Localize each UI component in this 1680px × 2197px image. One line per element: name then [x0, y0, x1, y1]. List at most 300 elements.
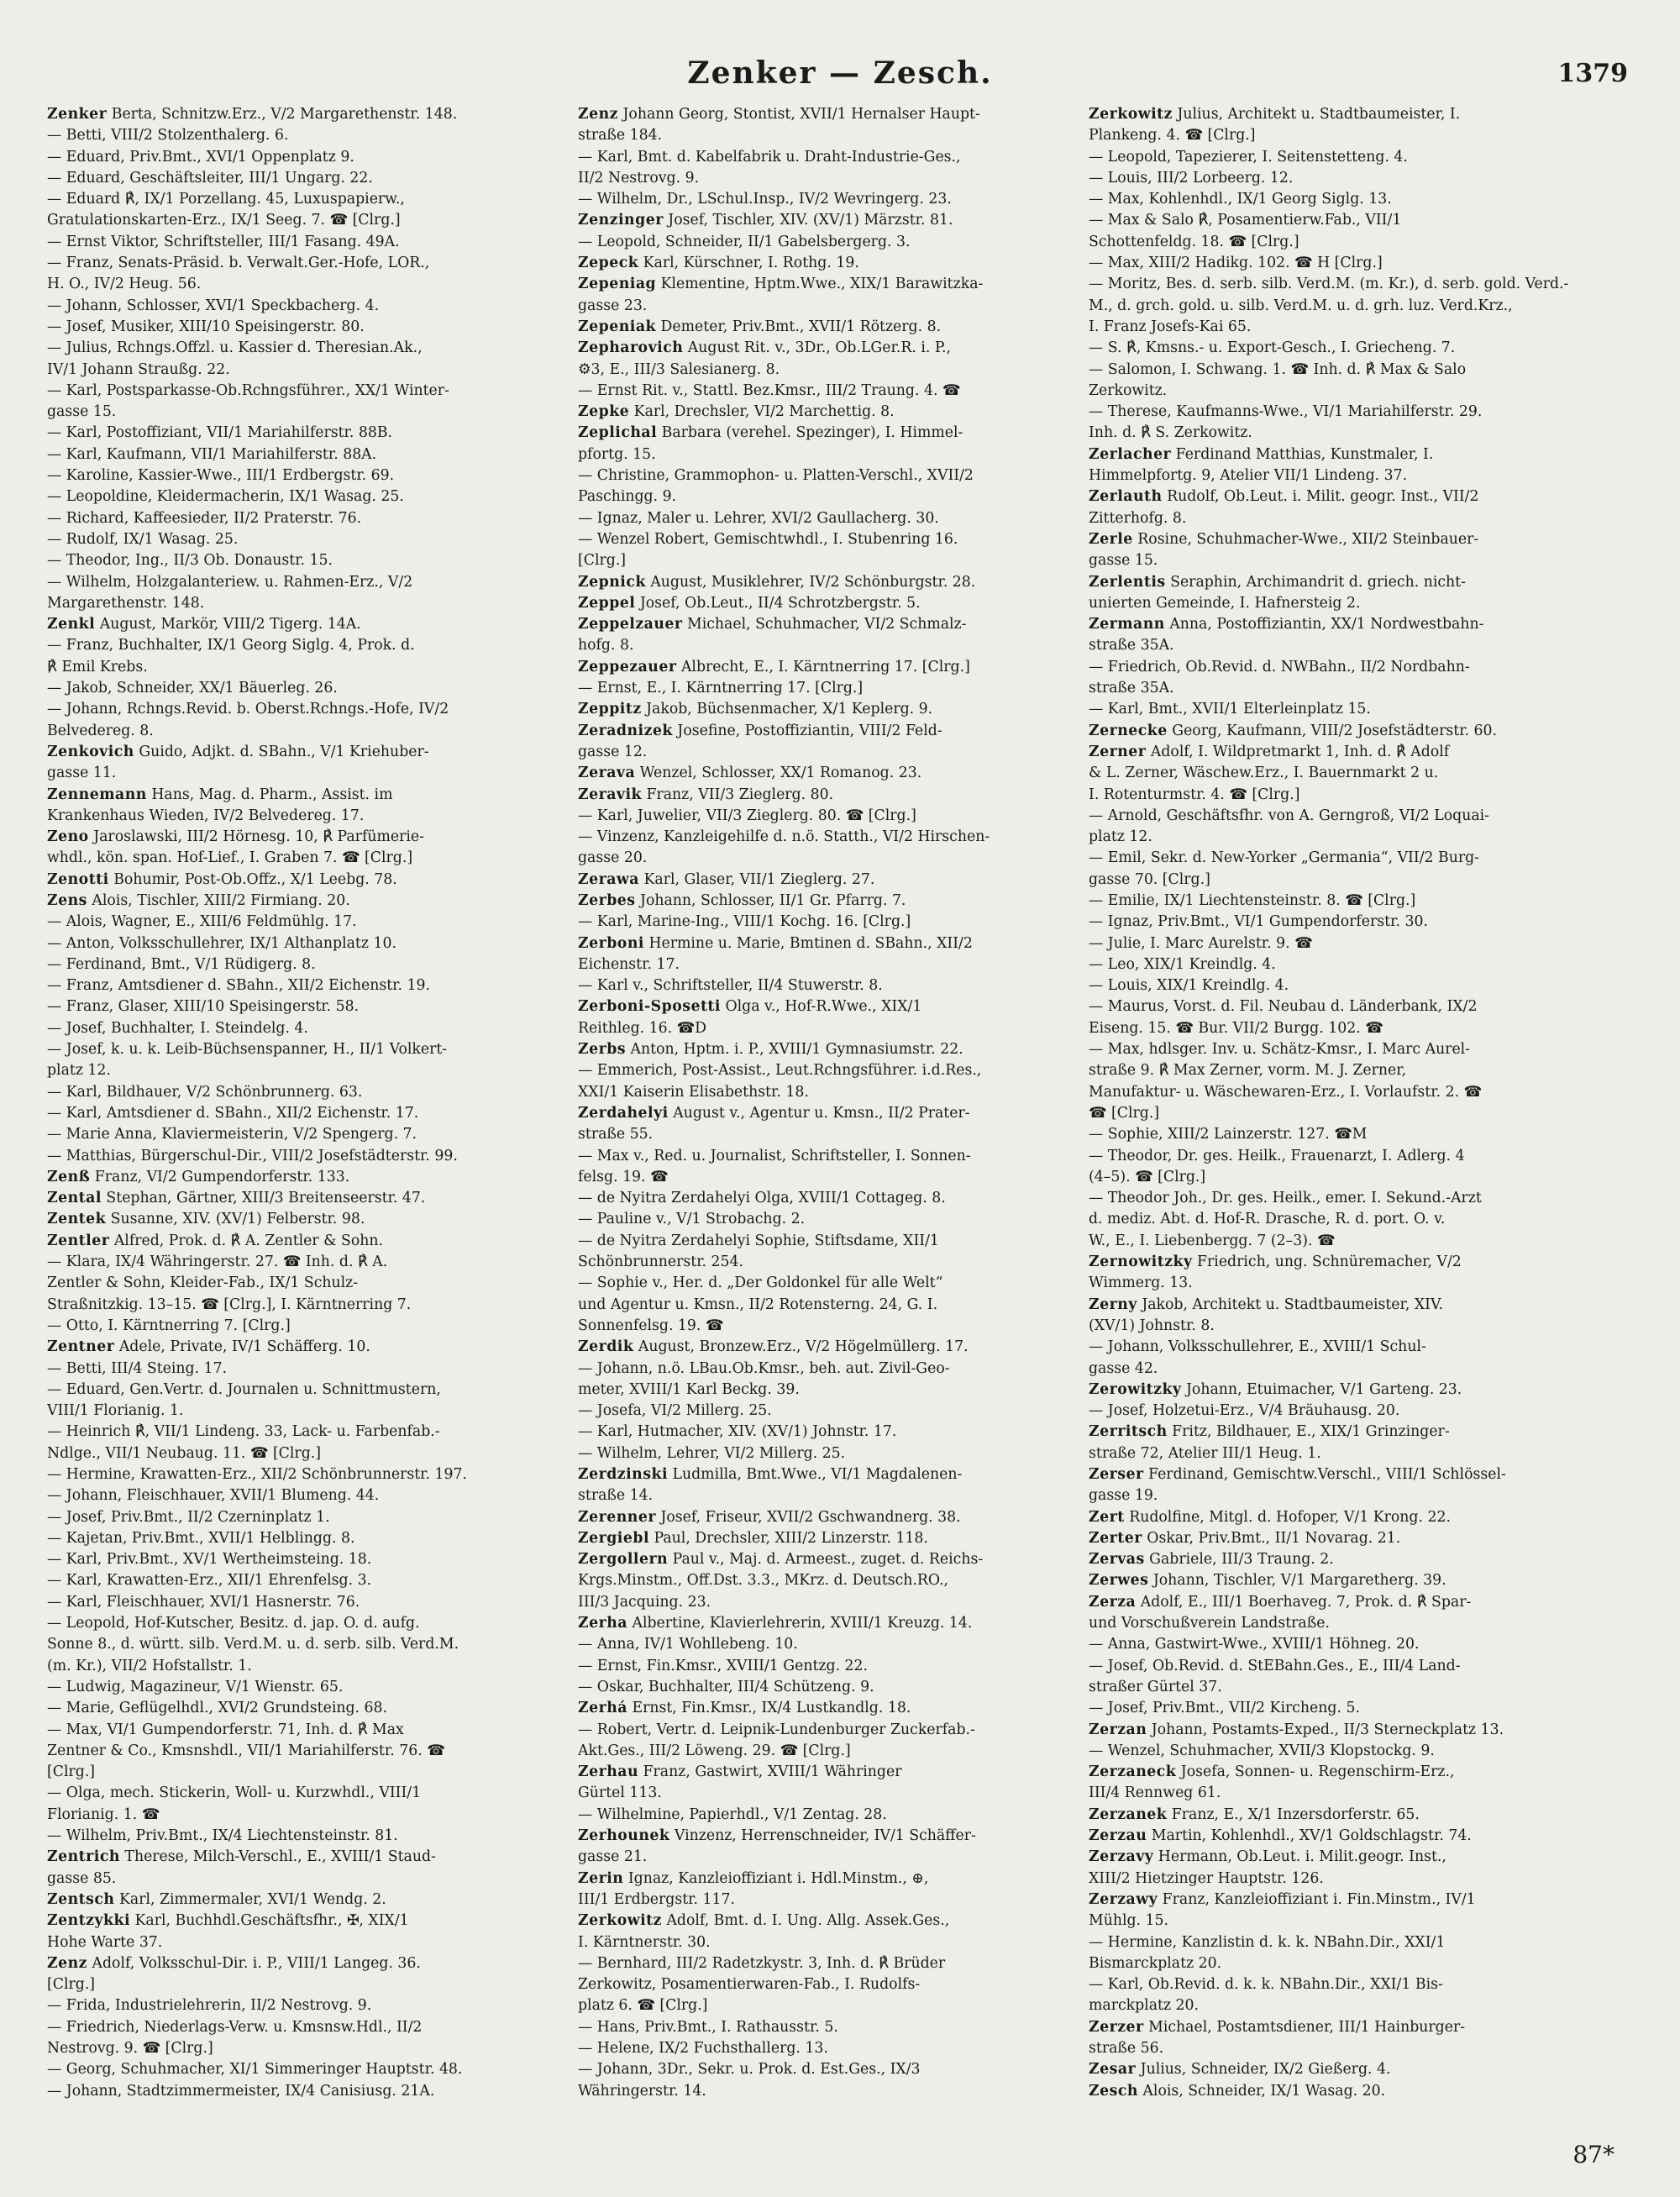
directory-entry: [578, 1932, 1082, 1953]
directory-entry: [47, 1146, 551, 1167]
directory-entry: [47, 975, 551, 996]
entry-text: — Leo, XIX/1 Kreindlg. 4.: [1089, 955, 1276, 973]
entry-surname: Zenkovich: [47, 743, 134, 760]
entry-surname: Zerlentis: [1089, 573, 1166, 591]
entry-text: Plankeng. 4. ☎ [Clrg.]: [1089, 127, 1256, 145]
directory-entry: [1089, 2059, 1593, 2080]
directory-entry: [1089, 1401, 1593, 1422]
entry-text: — Emil, Sekr. d. New-Yorker „Germania“, VII/2 Burg-: [1089, 849, 1480, 867]
entry-text: — Wenzel, Schuhmacher, XVII/3 Klopstockg. 9.: [1089, 1742, 1435, 1759]
directory-entry: [1089, 1464, 1593, 1485]
entry-text: Mühlg. 15.: [1089, 1912, 1169, 1930]
entry-surname: Zeplichal: [578, 424, 658, 442]
entry-text: Hermann, Ob.Leut. i. Milit.geogr. Inst.,: [1153, 1848, 1446, 1866]
directory-entry: [578, 1231, 1082, 1252]
directory-entry: [47, 486, 551, 507]
entry-text: — Wilhelm, Lehrer, VI/2 Millerg. 25.: [578, 1444, 846, 1462]
directory-entry: [1089, 954, 1593, 975]
directory-entry: [1089, 253, 1593, 274]
directory-entry: [47, 1401, 551, 1422]
directory-entry: [578, 1634, 1082, 1655]
directory-entry: [1089, 189, 1593, 210]
entry-text: Martin, Kohlenhdl., XV/1 Goldschlagstr. 74.: [1147, 1827, 1472, 1845]
entry-text: Gürtel 113.: [578, 1784, 662, 1802]
directory-entry: [47, 699, 551, 720]
directory-entry: [578, 2017, 1082, 2038]
directory-entry: [47, 1103, 551, 1124]
entry-text: Ndlge., VII/1 Neubaug. 11. ☎ [Clrg.]: [47, 1444, 321, 1462]
entry-surname: Zerzan: [1089, 1721, 1147, 1738]
entry-text: d. mediz. Abt. d. Hof-R. Drasche, R. d. port. O. v.: [1089, 1211, 1446, 1228]
entry-surname: Zerdzinski: [578, 1466, 669, 1483]
entry-text: Schönbrunnerstr. 254.: [578, 1254, 744, 1271]
directory-entry: [47, 1932, 551, 1953]
entry-text: (m. Kr.), VII/2 Hofstallstr. 1.: [47, 1657, 252, 1674]
entry-surname: Zentzykki: [47, 1912, 131, 1930]
entry-text: — Emilie, IX/1 Liechtensteinstr. 8. ☎ [Clrg.]: [1089, 891, 1416, 909]
entry-text: I. Rotenturmstr. 4. ☎ [Clrg.]: [1089, 786, 1300, 803]
entry-text: — Eduard, Geschäftsleiter, III/1 Ungarg. 22.: [47, 169, 373, 187]
entry-text: Inh. d. ℟ S. Zerkowitz.: [1089, 424, 1252, 442]
entry-text: — Hermine, Kanzlistin d. k. k. NBahn.Dir., XXI/1: [1089, 1933, 1446, 1951]
entry-text: gasse 15.: [47, 403, 117, 421]
directory-entry: [1089, 1613, 1593, 1634]
directory-entry: [47, 2059, 551, 2080]
directory-entry: [1089, 529, 1593, 550]
entry-text: — Helene, IX/2 Fuchsthallerg. 13.: [578, 2040, 828, 2058]
entry-text: — Klara, IX/4 Währingerstr. 27. ☎ Inh. d. ℟ A.: [47, 1254, 388, 1271]
entry-text: Zerkowitz.: [1089, 381, 1168, 399]
directory-entry: [47, 1252, 551, 1273]
entry-surname: Zerzawy: [1089, 1890, 1158, 1908]
directory-entry: [47, 1273, 551, 1294]
entry-text: — Johann, 3Dr., Sekr. u. Prok. d. Est.Ges., IX/3: [578, 2061, 921, 2079]
entry-text: — Emmerich, Post-Assist., Leut.Rchngsführer. i.d.Res.,: [578, 1062, 982, 1080]
directory-entry: [1089, 1359, 1593, 1380]
directory-entry: [47, 1677, 551, 1698]
entry-surname: Zentner: [47, 1338, 115, 1356]
directory-entry: [47, 189, 551, 210]
directory-entry: [578, 657, 1082, 678]
directory-entry: [1089, 1485, 1593, 1506]
entry-text: IV/1 Johann Straußg. 22.: [47, 360, 230, 378]
entry-text: Albrecht, E., I. Kärntnerring 17. [Clrg.]: [676, 658, 970, 675]
directory-entry: [578, 1060, 1082, 1081]
entry-surname: Zerzer: [1089, 2018, 1144, 2036]
entry-text: — Rudolf, IX/1 Wasag. 25.: [47, 530, 239, 548]
directory-entry: [578, 614, 1082, 635]
entry-text: Akt.Ges., III/2 Löweng. 29. ☎ [Clrg.]: [578, 1742, 851, 1759]
entry-text: Gabriele, III/3 Traung. 2.: [1144, 1551, 1334, 1569]
entry-surname: Zerbs: [578, 1041, 627, 1059]
entry-text: II/2 Nestrovg. 9.: [578, 169, 700, 187]
directory-entry: [578, 1422, 1082, 1443]
directory-entry: [1089, 1124, 1593, 1145]
entry-text: gasse 15.: [1089, 552, 1158, 570]
entry-text: gasse 21.: [578, 1848, 648, 1866]
entry-text: — Karl, Fleischhauer, XVI/1 Hasnerstr. 76.: [47, 1593, 360, 1611]
entry-text: Währingerstr. 14.: [578, 2082, 706, 2100]
directory-entry: [1089, 1869, 1593, 1890]
entry-text: ℟ Emil Krebs.: [47, 658, 148, 675]
entry-text: straße 35A.: [1089, 637, 1174, 654]
entry-text: straße 72, Atelier III/1 Heug. 1.: [1089, 1444, 1321, 1462]
entry-text: Michael, Postamtsdiener, III/1 Hainburger-: [1143, 2018, 1466, 2036]
entry-text: — Karl, Postsparkasse-Ob.Rchngsführer., XX/1 Winter-: [47, 381, 449, 399]
entry-text: — Eduard ℟, IX/1 Porzellang. 45, Luxuspapierw.,: [47, 191, 405, 208]
directory-entry: [578, 486, 1082, 507]
entry-text: XXI/1 Kaiserin Elisabethstr. 18.: [578, 1083, 809, 1101]
entry-surname: Zerenner: [578, 1508, 656, 1526]
directory-entry: [578, 1401, 1082, 1422]
directory-entry: [1089, 360, 1593, 381]
entry-text: H. O., IV/2 Heug. 56.: [47, 276, 202, 293]
directory-entry: [47, 1231, 551, 1252]
entry-text: Belvedereg. 8.: [47, 722, 154, 739]
directory-entry: [578, 572, 1082, 593]
entry-text: — Wilhelm, Priv.Bmt., IX/4 Liechtensteinstr. 81.: [47, 1827, 398, 1845]
directory-entry: [578, 1826, 1082, 1847]
directory-entry: [1089, 1570, 1593, 1591]
entry-text: straße 35A.: [1089, 680, 1174, 697]
entry-surname: Zerzavy: [1089, 1848, 1154, 1866]
entry-text: — Julie, I. Marc Aurelstr. 9. ☎: [1089, 934, 1313, 952]
directory-entry: [578, 1273, 1082, 1294]
entry-text: gasse 19.: [1089, 1487, 1158, 1505]
entry-surname: Zerkowitz: [1089, 106, 1173, 123]
directory-entry: [47, 933, 551, 954]
entry-text: Seraphin, Archimandrit d. griech. nicht-: [1165, 573, 1466, 591]
entry-surname: Zerle: [1089, 530, 1133, 548]
directory-entry: [1089, 1953, 1593, 1974]
directory-entry: [1089, 125, 1593, 146]
entry-text: — Max & Salo ℟, Posamentierw.Fab., VII/1: [1089, 212, 1402, 229]
entry-text: Johann Georg, Stontist, XVII/1 Hernalser Haupt-: [618, 106, 980, 123]
entry-text: Hermine u. Marie, Bmtinen d. SBahn., XII/2: [643, 934, 973, 952]
entry-text: gasse 85.: [47, 1869, 117, 1887]
directory-entry: [1089, 870, 1593, 891]
entry-text: — Max, Kohlenhdl., IX/1 Georg Siglg. 13.: [1089, 191, 1392, 208]
entry-surname: Zernecke: [1089, 722, 1168, 739]
directory-entry: [47, 2038, 551, 2059]
entry-text: Georg, Kaufmann, VIII/2 Josefstädterstr. 60.: [1167, 722, 1498, 739]
entry-text: — Johann, Rchngs.Revid. b. Oberst.Rchngs.-Hofe, IV/2: [47, 701, 449, 718]
entry-text: Eiseng. 15. ☎ Bur. VII/2 Burgg. 102. ☎: [1089, 1019, 1383, 1037]
entry-text: — Eduard, Gen.Vertr. d. Journalen u. Schnittmustern,: [47, 1380, 441, 1398]
entry-text: — Anton, Volksschullehrer, IX/1 Althanplatz 10.: [47, 934, 396, 952]
entry-text: straße 184.: [578, 127, 663, 145]
entry-text: — Karl, Amtsdiener d. SBahn., XII/2 Eichenstr. 17.: [47, 1104, 419, 1122]
entry-surname: Zeradnizek: [578, 722, 673, 739]
directory-entry: [578, 529, 1082, 550]
entry-text: I. Kärntnerstr. 30.: [578, 1933, 711, 1951]
directory-entry: [47, 1995, 551, 2016]
entry-text: felsg. 19. ☎: [578, 1168, 669, 1185]
directory-entry: [578, 1380, 1082, 1401]
entry-text: Susanne, XIV. (XV/1) Felberstr. 98.: [106, 1211, 365, 1228]
entry-text: [Clrg.]: [47, 1763, 96, 1781]
directory-entry: [1089, 423, 1593, 444]
entry-surname: Zerza: [1089, 1593, 1137, 1611]
directory-entry: [47, 1528, 551, 1549]
entry-text: — Wilhelm, Holzgalanteriew. u. Rahmen-Erz., V/2: [47, 573, 413, 591]
entry-text: straßer Gürtel 37.: [1089, 1678, 1222, 1695]
directory-entry: [578, 1741, 1082, 1762]
entry-surname: Zepeniak: [578, 318, 656, 335]
entry-surname: Zenzinger: [578, 212, 664, 229]
entry-text: ☎ [Clrg.]: [1089, 1104, 1160, 1122]
directory-entry: [47, 210, 551, 231]
entry-text: — Ernst, Fin.Kmsr., XVIII/1 Gentzg. 22.: [578, 1657, 869, 1674]
entry-text: — Johann, Fleischhauer, XVII/1 Blumeng. 44.: [47, 1487, 380, 1505]
directory-entry: [47, 1890, 551, 1911]
entry-text: platz 12.: [1089, 828, 1152, 846]
directory-entry: [1089, 1720, 1593, 1741]
entry-text: Himmelpfortg. 9, Atelier VII/1 Lindeng. 37.: [1089, 467, 1408, 485]
directory-entry: [47, 678, 551, 699]
entry-text: [Clrg.]: [47, 1976, 96, 1994]
entry-text: Adolf, E., III/1 Boerhaveg. 7, Prok. d. ℟ Spar-: [1136, 1593, 1472, 1611]
directory-entry: [578, 1443, 1082, 1464]
directory-entry: [1089, 635, 1593, 656]
column-2: [578, 104, 1082, 2102]
directory-entry: [578, 1720, 1082, 1741]
directory-entry: [47, 232, 551, 253]
entry-text: — Matthias, Bürgerschul-Dir., VIII/2 Josefstädterstr. 99.: [47, 1147, 458, 1164]
directory-entry: [1089, 699, 1593, 720]
directory-entry: [1089, 975, 1593, 996]
directory-entry: [47, 253, 551, 274]
directory-entry: [1089, 1656, 1593, 1677]
entry-surname: Zenz: [47, 1954, 87, 1972]
entry-text: Josef, Friseur, XVII/2 Gschwandnerg. 38.: [655, 1508, 961, 1526]
directory-entry: [1089, 402, 1593, 423]
directory-entry: [47, 891, 551, 912]
entry-text: I. Franz Josefs-Kai 65.: [1089, 318, 1252, 335]
directory-entry: [578, 125, 1082, 146]
entry-surname: Zennemann: [47, 786, 147, 803]
directory-entry: [1089, 1443, 1593, 1464]
entry-text: Berta, Schnitzw.Erz., V/2 Margarethenstr. 148.: [107, 106, 458, 123]
directory-entry: [47, 721, 551, 742]
entry-text: — Josef, Buchhalter, I. Steindelg. 4.: [47, 1019, 308, 1037]
entry-text: Paschingg. 9.: [578, 488, 677, 506]
directory-entry: [47, 423, 551, 444]
entry-surname: Zerner: [1089, 743, 1147, 760]
directory-entry: [47, 1018, 551, 1039]
entry-text: (4–5). ☎ [Clrg.]: [1089, 1168, 1206, 1185]
entry-surname: Zerdahelyi: [578, 1104, 669, 1122]
column-1: [47, 104, 551, 2102]
directory-entry: [47, 338, 551, 359]
directory-entry: [1089, 508, 1593, 529]
directory-entry: [1089, 210, 1593, 231]
entry-text: Manufaktur- u. Wäschewaren-Erz., I. Vorlaufstr. 2. ☎: [1089, 1083, 1483, 1101]
directory-entry: [578, 721, 1082, 742]
directory-entry: [578, 1613, 1082, 1634]
directory-entry: [47, 1188, 551, 1209]
entry-surname: Zepharovich: [578, 339, 684, 357]
entry-text: Wenzel, Schlosser, XX/1 Romanog. 23.: [635, 765, 922, 782]
directory-entry: [47, 317, 551, 338]
entry-text: — Theodor Joh., Dr. ges. Heilk., emer. I. Sekund.-Arzt: [1089, 1190, 1482, 1207]
entry-text: Adolf, Bmt. d. I. Ung. Allg. Assek.Ges.,: [661, 1912, 950, 1930]
entry-text: Jakob, Büchsenmacher, X/1 Keplerg. 9.: [641, 701, 933, 718]
directory-entry: [47, 1805, 551, 1826]
directory-entry: [578, 954, 1082, 975]
entry-text: — Anna, IV/1 Wohllebeng. 10.: [578, 1636, 798, 1653]
entry-text: Julius, Architekt u. Stadtbaumeister, I.: [1172, 106, 1461, 123]
directory-entry: [578, 1252, 1082, 1273]
directory-entry: [47, 827, 551, 848]
entry-text: — Sophie v., Her. d. „Der Goldonkel für alle Welt“: [578, 1275, 943, 1292]
directory-entry: [1089, 444, 1593, 465]
entry-text: — Ernst Rit. v., Stattl. Bez.Kmsr., III/2 Traung. 4. ☎: [578, 381, 961, 399]
entry-text: III/3 Jacquing. 23.: [578, 1593, 711, 1611]
directory-entry: [1089, 2038, 1593, 2059]
directory-entry: [47, 1783, 551, 1804]
entry-text: gasse 11.: [47, 765, 117, 782]
entry-text: Rudolf, Ob.Leut. i. Milit. geogr. Inst., VII/2: [1162, 488, 1479, 506]
directory-entry: [578, 827, 1082, 848]
entry-surname: Zenß: [47, 1168, 91, 1185]
directory-entry: [47, 1656, 551, 1677]
directory-entry: [47, 508, 551, 529]
directory-entry: [47, 1634, 551, 1655]
entry-text: Guido, Adjkt. d. SBahn., V/1 Kriehuber-: [134, 743, 429, 760]
entry-text: Bohumir, Post-Ob.Offz., X/1 Leebg. 78.: [108, 870, 397, 888]
entry-text: — Theodor, Ing., II/3 Ob. Donaustr. 15.: [47, 552, 333, 570]
directory-entry: [47, 1464, 551, 1485]
entry-text: — Karoline, Kassier-Wwe., III/1 Erdbergstr. 69.: [47, 467, 395, 485]
directory-entry: [578, 465, 1082, 486]
entry-text: Krankenhaus Wieden, IV/2 Belvedereg. 17.: [47, 807, 365, 824]
directory-entry: [578, 1124, 1082, 1145]
directory-entry: [578, 635, 1082, 656]
entry-text: Franz, Kanzleioffiziant i. Fin.Minstm., IV/1: [1158, 1890, 1476, 1908]
directory-entry: [47, 1295, 551, 1316]
entry-text: — Josefa, VI/2 Millerg. 25.: [578, 1402, 772, 1420]
entry-text: — Maurus, Vorst. d. Fil. Neubau d. Länderbank, IX/2: [1089, 998, 1478, 1016]
directory-entry: [47, 1720, 551, 1741]
running-head: Zenker — Zesch.: [687, 55, 993, 91]
directory-entry: [578, 1103, 1082, 1124]
directory-entry: [578, 1592, 1082, 1613]
entry-surname: Zentrich: [47, 1848, 120, 1866]
entry-surname: Zerdik: [578, 1338, 634, 1356]
entry-surname: Zental: [47, 1190, 102, 1207]
directory-entry: [1089, 317, 1593, 338]
entry-text: Hans, Mag. d. Pharm., Assist. im: [146, 786, 393, 803]
directory-entry: [1089, 486, 1593, 507]
entry-surname: Zergollern: [578, 1551, 669, 1569]
directory-entry: [47, 1316, 551, 1337]
entry-text: Gratulationskarten-Erz., IX/1 Seeg. 7. ☎ [Clrg.]: [47, 212, 401, 229]
entry-text: Demeter, Priv.Bmt., XVII/1 Rötzerg. 8.: [656, 318, 942, 335]
entry-text: Alois, Schneider, IX/1 Wasag. 20.: [1137, 2082, 1386, 2100]
entry-surname: Zerowitzky: [1089, 1380, 1182, 1398]
entry-text: — Karl, Juwelier, VII/3 Zieglerg. 80. ☎ [Clrg.]: [578, 807, 916, 824]
entry-text: — Christine, Grammophon- u. Platten-Verschl., XVII/2: [578, 467, 974, 485]
directory-entry: [578, 1018, 1082, 1039]
entry-surname: Zenz: [578, 106, 618, 123]
entry-text: — Eduard, Priv.Bmt., XVI/1 Oppenplatz 9.: [47, 148, 354, 166]
entry-surname: Zerlauth: [1089, 488, 1163, 506]
directory-entry: [578, 975, 1082, 996]
entry-text: — Bernhard, III/2 Radetzkystr. 3, Inh. d. ℟ Brüder: [578, 1954, 946, 1972]
directory-entry: [578, 806, 1082, 827]
entry-text: Michael, Schuhmacher, VI/2 Schmalz-: [682, 616, 967, 633]
entry-surname: Zerin: [578, 1869, 624, 1887]
directory-entry: [578, 2038, 1082, 2059]
entry-text: — Franz, Amtsdiener d. SBahn., XII/2 Eichenstr. 19.: [47, 977, 431, 995]
directory-entry: [47, 1698, 551, 1719]
entry-surname: Zerwes: [1089, 1572, 1149, 1590]
entry-text: Sonne 8., d. württ. silb. Verd.M. u. d. serb. silb. Verd.M.: [47, 1636, 459, 1653]
entry-text: — Friedrich, Niederlags-Verw. u. Kmsnsw.Hdl., II/2: [47, 2018, 423, 2036]
directory-entry: [47, 125, 551, 146]
directory-entry: [47, 785, 551, 806]
entry-surname: Zervas: [1089, 1551, 1145, 1569]
entry-text: — Robert, Vertr. d. Leipnik-Lundenburger Zuckerfab.-: [578, 1721, 975, 1738]
entry-text: Straßnitzkig. 13–15. ☎ [Clrg.], I. Kärntnerring 7.: [47, 1296, 412, 1313]
directory-entry: [47, 2081, 551, 2102]
directory-entry: [578, 933, 1082, 954]
entry-text: Reithleg. 16. ☎D: [578, 1019, 706, 1037]
entry-text: VIII/1 Florianig. 1.: [47, 1402, 184, 1420]
entry-text: — Ferdinand, Bmt., V/1 Rüdigerg. 8.: [47, 955, 316, 973]
directory-entry: [47, 1337, 551, 1358]
entry-text: straße 14.: [578, 1487, 654, 1505]
directory-entry: [1089, 1698, 1593, 1719]
entry-text: Franz, E., X/1 Inzersdorferstr. 65.: [1167, 1805, 1420, 1823]
entry-surname: Zert: [1089, 1508, 1125, 1526]
entry-text: — Karl, Krawatten-Erz., XII/1 Ehrenfelsg. 3.: [47, 1572, 372, 1590]
entry-text: — Karl, Ob.Revid. d. k. k. NBahn.Dir., XXI/1 Bis-: [1089, 1976, 1443, 1994]
entry-text: gasse 23.: [578, 297, 648, 314]
directory-entry: [47, 1847, 551, 1868]
directory-entry: [578, 1209, 1082, 1230]
directory-entry: [578, 1762, 1082, 1783]
directory-entry: [47, 1060, 551, 1081]
directory-entry: [578, 508, 1082, 529]
directory-entry: [578, 1847, 1082, 1868]
directory-entry: [578, 1146, 1082, 1167]
directory-entry: [1089, 1826, 1593, 1847]
entry-surname: Zeppitz: [578, 701, 642, 718]
directory-entry: [47, 1911, 551, 1932]
directory-entry: [578, 891, 1082, 912]
entry-text: Josef, Ob.Leut., II/4 Schrotzbergstr. 5.: [635, 594, 921, 612]
entry-text: Ferdinand Matthias, Kunstmaler, I.: [1171, 445, 1434, 463]
entry-text: Wimmerg. 13.: [1089, 1275, 1193, 1292]
entry-text: — Therese, Kaufmanns-Wwe., VI/1 Mariahilferstr. 29.: [1089, 403, 1483, 421]
entry-surname: Zerboni-Sposetti: [578, 998, 721, 1016]
entry-surname: Zepeniag: [578, 276, 657, 293]
directory-entry: [47, 381, 551, 402]
entry-text: straße 56.: [1089, 2040, 1164, 2058]
entry-text: straße 55.: [578, 1126, 654, 1143]
entry-surname: Zerawa: [578, 870, 639, 888]
directory-entry: [1089, 1549, 1593, 1570]
directory-entry: [578, 1570, 1082, 1591]
directory-entry: [1089, 1507, 1593, 1528]
directory-entry: [578, 1337, 1082, 1358]
directory-entry: [578, 550, 1082, 571]
entry-text: Zentler & Sohn, Kleider-Fab., IX/1 Schulz-: [47, 1275, 359, 1292]
entry-text: — Marie Anna, Klaviermeisterin, V/2 Spengerg. 7.: [47, 1126, 417, 1143]
directory-entry: [1089, 806, 1593, 827]
